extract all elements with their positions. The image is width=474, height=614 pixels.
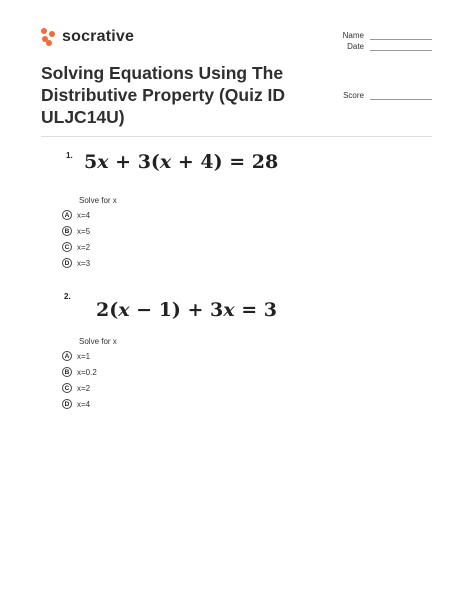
date-label: Date: [347, 42, 364, 51]
answer-choice-d[interactable]: [62, 396, 97, 412]
question-number: 2.: [64, 292, 71, 301]
quiz-title: Solving Equations Using The Distributive Property (Quiz ID ULJC14U): [41, 63, 286, 127]
name-date-fields: [324, 29, 432, 51]
logo-dot: [46, 40, 52, 46]
answer-choices: [62, 207, 90, 271]
choice-text: x=0.2: [77, 367, 97, 377]
choice-text: x=5: [77, 226, 91, 236]
socrative-logo: [41, 28, 134, 46]
choice-text: x=4: [77, 399, 91, 409]
choice-letter-badge: C: [62, 242, 72, 252]
choice-text: x=1: [77, 351, 91, 361]
logo-dot: [41, 28, 47, 34]
equation-part: 5: [84, 151, 98, 173]
equation-part: = 3: [234, 299, 277, 321]
equation-part: + 4) = 28: [171, 151, 279, 173]
answer-choice-d[interactable]: [62, 255, 90, 271]
answer-choice-b[interactable]: [62, 364, 97, 380]
choice-letter-badge: D: [62, 399, 72, 409]
choice-letter-badge: A: [62, 210, 72, 220]
equation-variable: x: [159, 151, 172, 173]
score-field-group: [324, 89, 432, 100]
equation-variable: x: [223, 299, 235, 321]
equation-part: + 3(: [108, 151, 160, 173]
header-divider: [41, 136, 432, 137]
score-field[interactable]: [324, 89, 432, 100]
answer-choice-a[interactable]: [62, 207, 90, 223]
choice-text: x=2: [77, 242, 91, 252]
choice-text: x=4: [77, 210, 91, 220]
equation-part: 2(: [96, 299, 119, 321]
socrative-logo-icon: [41, 28, 57, 46]
answer-choice-b[interactable]: [62, 223, 90, 239]
equation-part: − 1) + 3: [129, 299, 224, 321]
equation-variable: x: [97, 151, 109, 173]
choice-letter-badge: C: [62, 383, 72, 393]
name-label: Name: [342, 31, 364, 40]
date-field[interactable]: [324, 40, 432, 51]
score-label: Score: [343, 91, 364, 100]
logo-dot: [49, 31, 55, 37]
answer-choices: [62, 348, 97, 412]
choice-letter-badge: D: [62, 258, 72, 268]
choice-letter-badge: B: [62, 367, 72, 377]
question-prompt: Solve for x: [79, 337, 117, 346]
question-equation: [96, 299, 277, 321]
answer-choice-c[interactable]: [62, 239, 90, 255]
question-number: 1.: [66, 151, 73, 160]
question-prompt: Solve for x: [79, 196, 117, 205]
choice-text: x=3: [77, 258, 91, 268]
answer-choice-a[interactable]: [62, 348, 97, 364]
choice-letter-badge: A: [62, 351, 72, 361]
name-line: [370, 32, 432, 40]
answer-choice-c[interactable]: [62, 380, 97, 396]
name-field[interactable]: [324, 29, 432, 40]
choice-letter-badge: B: [62, 226, 72, 236]
score-line: [370, 92, 432, 100]
question-equation: [84, 151, 278, 173]
date-line: [370, 43, 432, 51]
choice-text: x=2: [77, 383, 91, 393]
equation-variable: x: [118, 299, 130, 321]
brand-name: socrative: [62, 28, 135, 45]
